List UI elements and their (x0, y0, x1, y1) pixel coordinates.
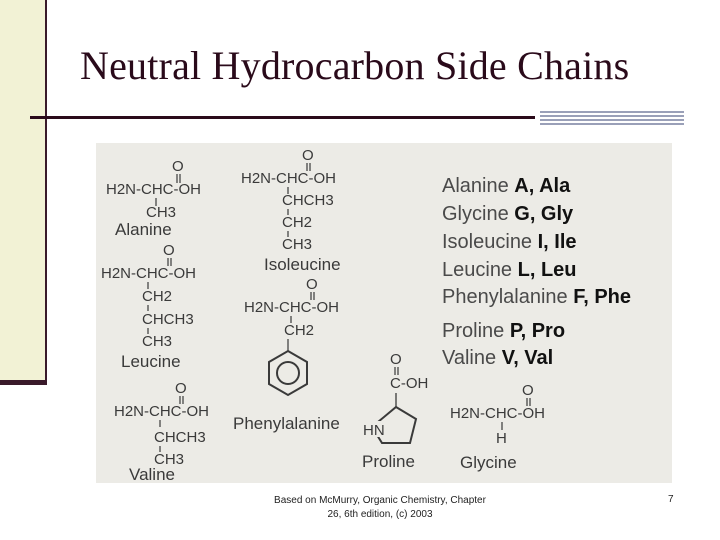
leucine-side-ch3: CH3 (142, 333, 173, 350)
amino-acid-codes: I, Ile (537, 231, 577, 253)
valine-side-chch3: CHCH3 (154, 429, 206, 446)
amino-acid-line-phenylalanine (442, 286, 631, 309)
glycine-side-h: H (496, 430, 507, 447)
valine-oxygen: O (175, 380, 187, 397)
amino-acid-name: Proline (442, 320, 505, 342)
isoleucine-structure (241, 147, 341, 274)
alanine-oxygen: O (172, 158, 184, 175)
proline-oxygen: O (390, 351, 402, 368)
glycine-oxygen: O (522, 382, 534, 399)
proline-structure (360, 351, 428, 471)
footer-line-1: Based on McMurry, Organic Chemistry, Chapter (274, 495, 486, 506)
amino-acid-codes: P, Pro (509, 320, 566, 342)
amino-acid-codes: G, Gly (514, 203, 574, 225)
isoleucine-side-chch3: CHCH3 (282, 192, 334, 209)
phenylalanine-oxygen: O (306, 276, 318, 293)
alanine-backbone: H2N-CHC-OH (106, 181, 201, 198)
glycine-structure (450, 382, 545, 472)
amino-acid-name: Valine (442, 347, 497, 369)
valine-side-ch3: CH3 (154, 451, 185, 468)
phenylalanine-side-ch2: CH2 (284, 322, 315, 339)
amino-acid-codes: V, Val (501, 347, 554, 369)
valine-structure (114, 380, 209, 483)
slide-footer (270, 494, 490, 522)
leucine-side-chch3: CHCH3 (142, 311, 194, 328)
structures-drawing (96, 143, 672, 483)
left-accent-bar (0, 0, 47, 385)
phenylalanine-label: Phenylalanine (233, 414, 340, 433)
amino-acid-line-isoleucine (442, 231, 577, 254)
phenylalanine-structure (233, 276, 340, 433)
amino-acid-line-valine (442, 347, 553, 370)
amino-acid-name: Leucine (442, 259, 513, 281)
proline-nh: HN (363, 422, 385, 439)
amino-acid-name: Isoleucine (442, 231, 533, 253)
leucine-structure (101, 242, 196, 371)
amino-acid-line-glycine (442, 203, 573, 226)
proline-label: Proline (362, 452, 415, 471)
valine-backbone: H2N-CHC-OH (114, 403, 209, 420)
slide-title: Neutral Hydrocarbon Side Chains (80, 43, 630, 88)
page-number: 7 (668, 494, 674, 505)
amino-acid-codes: F, Phe (573, 286, 632, 308)
leucine-oxygen: O (163, 242, 175, 259)
alanine-label: Alanine (115, 220, 172, 239)
amino-acid-codes: A, Ala (514, 175, 571, 197)
amino-acid-name: Glycine (442, 203, 509, 225)
proline-acid: C-OH (390, 375, 429, 392)
amino-acid-line-leucine (442, 259, 577, 282)
phenylalanine-backbone: H2N-CHC-OH (244, 299, 339, 316)
benzene-ring-icon (269, 351, 307, 395)
amino-acid-codes: L, Leu (517, 259, 577, 281)
isoleucine-oxygen: O (302, 147, 314, 164)
amino-acid-name: Alanine (442, 175, 509, 197)
glycine-label: Glycine (460, 453, 517, 472)
leucine-side-ch2: CH2 (142, 288, 173, 305)
left-accent-bar-base (0, 380, 47, 385)
alanine-side-ch3: CH3 (146, 204, 177, 221)
isoleucine-side-ch3: CH3 (282, 236, 313, 253)
leucine-label: Leucine (121, 352, 181, 371)
title-rule-hatch (540, 111, 684, 125)
alanine-structure (106, 158, 201, 239)
leucine-backbone: H2N-CHC-OH (101, 265, 196, 282)
structures-figure (96, 143, 672, 483)
title-rule (30, 116, 535, 119)
isoleucine-side-ch2: CH2 (282, 214, 313, 231)
isoleucine-label: Isoleucine (264, 255, 341, 274)
isoleucine-backbone: H2N-CHC-OH (241, 170, 336, 187)
footer-line-2: 26, 6th edition, (c) 2003 (327, 509, 433, 520)
amino-acid-name: Phenylalanine (442, 286, 568, 308)
valine-label: Valine (129, 465, 175, 483)
glycine-backbone: H2N-CHC-OH (450, 405, 545, 422)
amino-acid-line-proline (442, 320, 565, 343)
amino-acid-line-alanine (442, 175, 570, 198)
